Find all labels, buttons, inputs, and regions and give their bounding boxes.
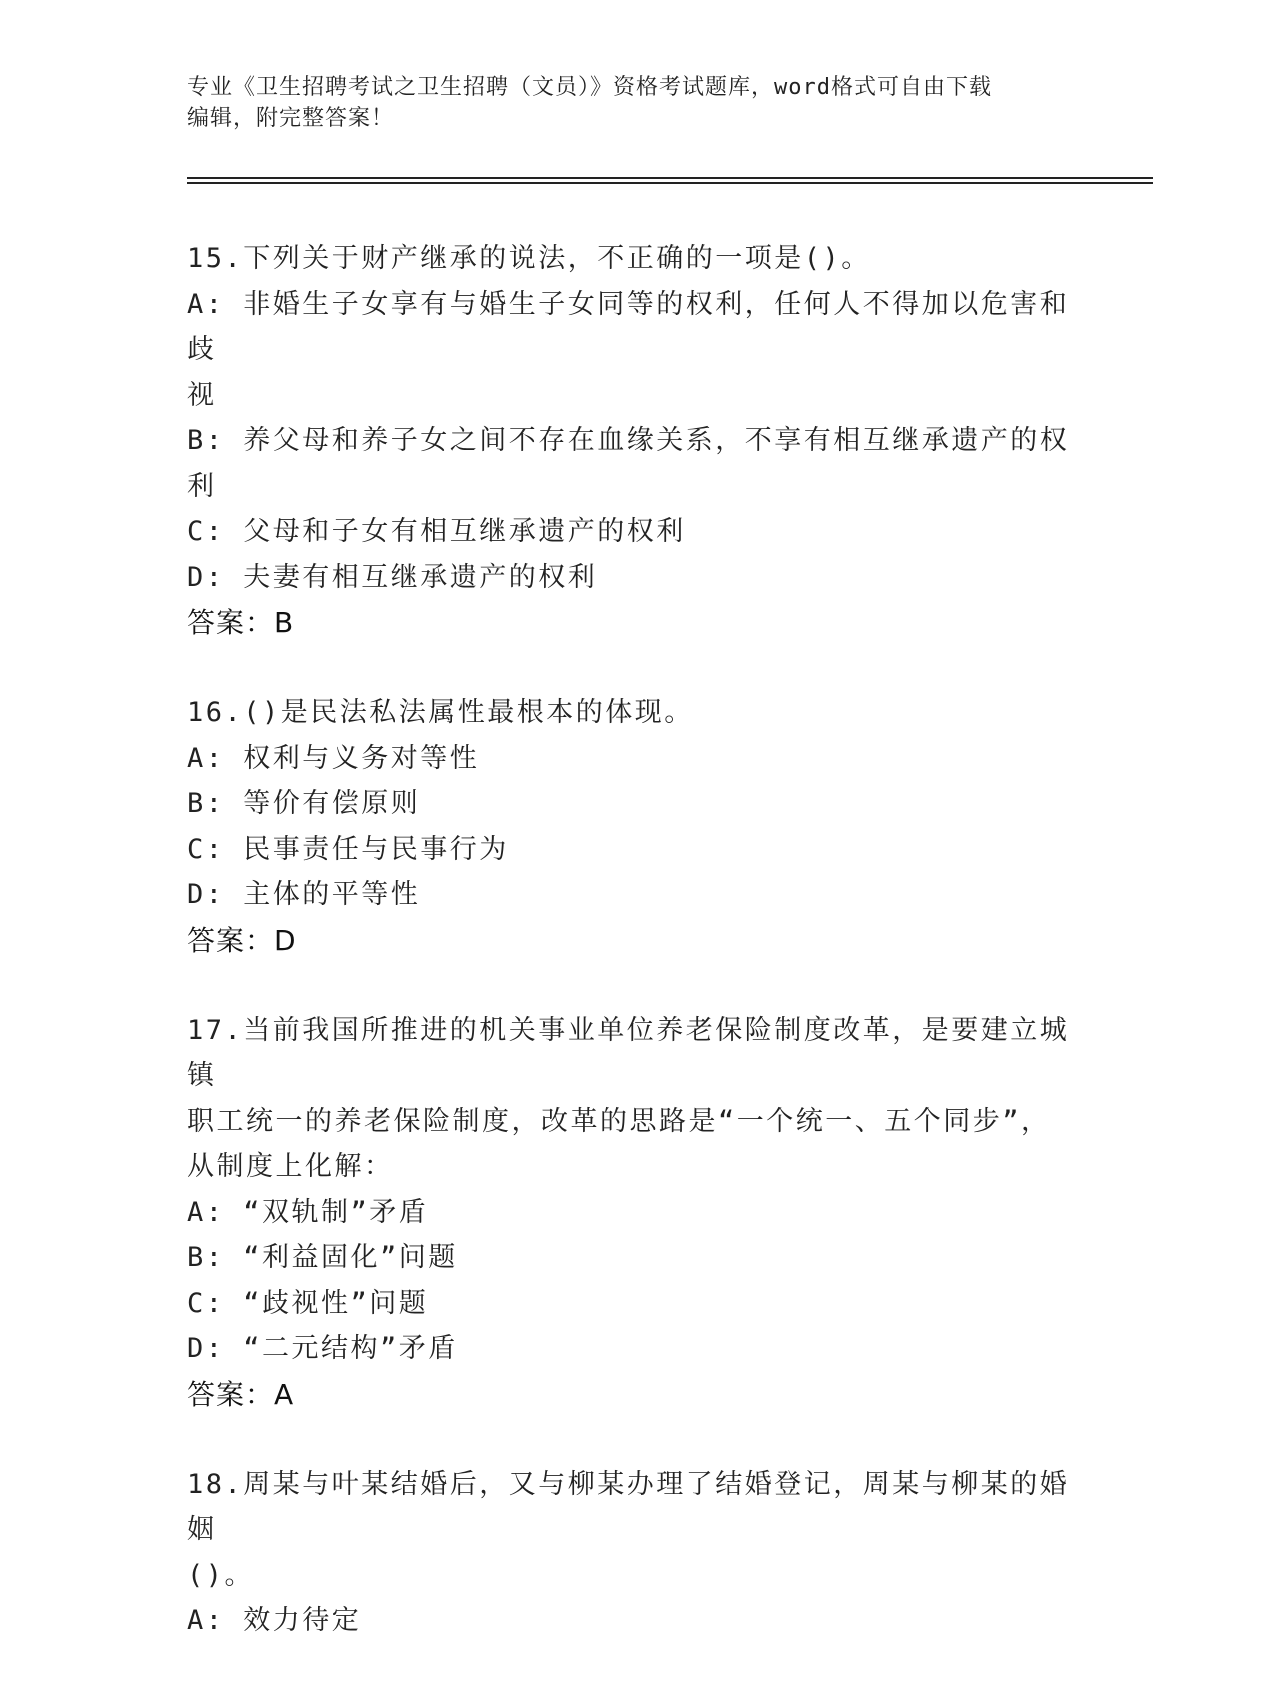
option-a: A: 权利与义务对等性 [187,742,480,774]
question-18 [187,1462,1087,1644]
option-c: C: “歧视性”问题 [187,1287,429,1319]
option-d: D: 主体的平等性 [187,879,421,910]
question-list [187,236,1087,1688]
question-15 [187,236,1087,646]
question-stem-line-2: 职工统一的养老保险制度，改革的思路是“一个统一、五个同步”， [187,1105,1051,1137]
document-header [187,72,1087,134]
question-stem: 15.下列关于财产继承的说法，不正确的一项是()。 [187,243,871,274]
option-a-continued: 视 [187,379,217,411]
header-rule-bottom [187,182,1153,184]
header-line-2: 编辑，附完整答案！ [187,106,395,131]
answer-label: 答案：A [187,1377,295,1411]
question-stem-line-3: 从制度上化解： [187,1151,394,1182]
option-d: D: 夫妻有相互继承遗产的权利 [187,561,598,593]
header-line-1: 专业《卫生招聘考试之卫生招聘（文员）》资格考试题库，word格式可自由下载 [187,75,992,100]
option-a: A: “双轨制”矛盾 [187,1196,429,1228]
question-stem: 17.当前我国所推进的机关事业单位养老保险制度改革，是要建立城镇 [187,1014,1070,1091]
question-16 [187,690,1087,964]
question-stem-line-2: ()。 [187,1559,255,1591]
answer-label: 答案：D [187,923,297,957]
option-b: B: “利益固化”问题 [187,1242,458,1273]
question-17 [187,1008,1087,1418]
option-b: B: 养父母和养子女之间不存在血缘关系，不享有相互继承遗产的权利 [187,425,1070,502]
header-rule-top [187,177,1153,179]
option-c: C: 民事责任与民事行为 [187,833,509,865]
question-stem: 16.()是民法私法属性最根本的体现。 [187,697,694,728]
answer-label: 答案：B [187,606,295,639]
option-a: A: 效力待定 [187,1605,362,1636]
option-a: A: 非婚生子女享有与婚生子女同等的权利，任何人不得加以危害和歧 [187,288,1070,365]
option-c: C: 父母和子女有相互继承遗产的权利 [187,516,686,547]
option-b: B: 等价有偿原则 [187,788,421,819]
option-d: D: “二元结构”矛盾 [187,1333,458,1364]
question-stem: 18.周某与叶某结婚后，又与柳某办理了结婚登记，周某与柳某的婚姻 [187,1468,1070,1545]
